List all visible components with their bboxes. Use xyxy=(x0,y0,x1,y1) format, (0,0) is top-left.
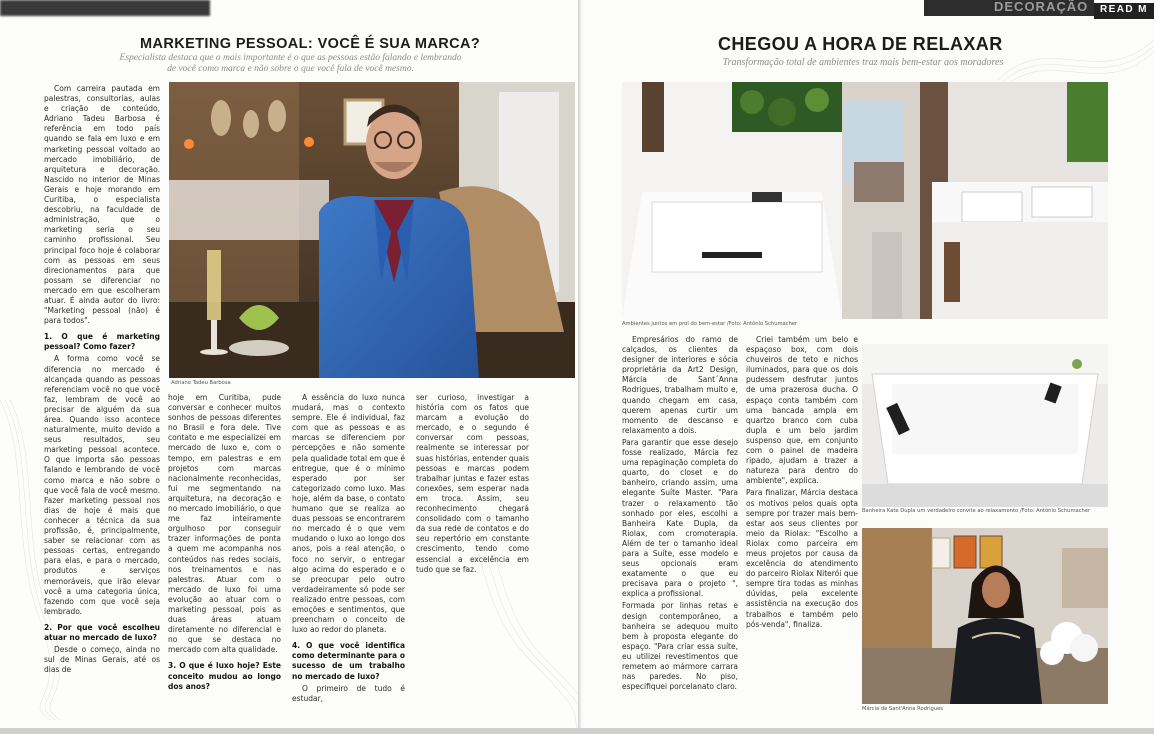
right-page xyxy=(578,0,1154,734)
bathtub-photo xyxy=(862,344,1108,507)
question-3: 3. O que é luxo hoje? Este conceito mudou ao longo dos anos? xyxy=(168,661,281,691)
answer-1: A forma como você se diferencia no mercado é alcançada quando as pessoas referenciam você no que você faz, lembram de você ao precisar de alguém da sua área. Quando isso acontece naturalmente, muito devido a seus resultados, seu marketing pessoal acontece. O que importa são pessoas falando e lembrando de você como marca e não sobre o que você fala de você mesmo. Fazer marketing pessoal nos dias de hoje é mais que conhecer a técnica da sua profissão, é, principalmente, saber se relacionar com as pessoas certas, entregando para elas, e para o mercado, produtos e serviços memoráveis, que irão elevar você a uma categoria única, fazendo com que você seja lembrado. xyxy=(44,354,160,616)
adriano-photo xyxy=(169,82,575,378)
question-2: 2. Por que você escolheu atuar no mercado de luxo? xyxy=(44,622,160,642)
left-column-2 xyxy=(168,393,281,694)
bathroom-photo xyxy=(622,82,1108,319)
answer-2-cont: hoje em Curitiba, pude conversar e conhecer muitos sonhos de pessoas diferentes no Brasil e fora dele. Tive contato e me especializei em mercado de luxo e, com o tempo, em palestras e em projetos com marcas nacionalmente reconhecidas, fui me segmentando na arquitetura, na decoração e no mercado imobiliário, o que me faz inteiramente orgulhoso por conseguir trazer informações de ponta a quem me acompanha nos conteúdos nas redes sociais, nos treinamentos e nas palestras. Atuar com o mercado de luxo foi uma evolução ao atuar com o marketing pessoal, pois as duas áreas atuam diretamente no diferencial e no que se destaca no mercado com alta qualidade. xyxy=(168,393,281,655)
marcia-photo-art xyxy=(862,528,1108,704)
question-4: 4. O que você identifica como determinante para o sucesso de um trabalho no mercado de luxo? xyxy=(292,641,405,681)
answer-2-start: Desde o começo, ainda no sul de Minas Gerais, até os dias de xyxy=(44,645,160,675)
read-more-link[interactable]: READ M xyxy=(1094,3,1154,19)
left-page-title: MARKETING PESSOAL: VOCÊ É SUA MARCA? xyxy=(140,36,481,52)
right-column-1 xyxy=(622,335,738,694)
answer-3: A essência do luxo nunca mudará, mas o contexto sempre. Ele é individual, faz com que as pessoas e as marcas se diferenciem por percepções e não somente pela qualidade total em que é entregue, que é o mínimo esperado por ser categorizado como luxo. Mas hoje, além da base, o contato humano que se realiza ao duas pessoas se encontrarem no mercado é o que vem mudando o luxo ao longo dos anos, pois a real atenção, o foco no servir, o entregar algo acima do esperado e o se preocupar pelo outro verdadeiramente só pode ser realizado entre pessoas, com emoções e sentimentos, que preencham o conceito de luxo ao redor do planeta. xyxy=(292,393,405,635)
right-paragraph-5: Para finalizar, Márcia destaca os motivos pelos quais opta sempre por trazer mais bem-estar aos seus clientes por meio da Riolax: "Escolho a Riolax como parceira em meus projetos por causa da excelência do atendimento do parceiro Riolax Niterói que sempre tira todas as minhas dúvidas, pela excelente assistência na execução dos trabalhos e também pelo pós-venda", finaliza. xyxy=(746,488,858,629)
top-blur-bar xyxy=(0,0,210,16)
right-column-2 xyxy=(746,335,858,632)
bathtub-caption: Banheira Kate Dupla um verdadeiro convite ao relaxamento /Foto: Antônio Schumacher xyxy=(862,508,1091,514)
right-paragraph-4: Criei também um belo e espaçoso box, com dois chuveiros de teto e nichos iluminados, para que os dois pudessem desfrutar juntos de uma prazerosa ducha. O espaço conta também com uma bancada ampla em quartzo branco com cuba dupla e um belo jardim suspenso que, em conjunto com o painel de madeira ripado, ajudam a trazer a natureza para dentro do ambiente", explica. xyxy=(746,335,858,486)
question-1: 1. O que é marketing pessoal? Como fazer? xyxy=(44,332,160,352)
left-column-1 xyxy=(44,84,160,677)
reader-scrollbar[interactable] xyxy=(0,728,1154,734)
page-gutter xyxy=(578,0,582,734)
marcia-photo xyxy=(862,528,1108,704)
left-column-4 xyxy=(416,393,529,577)
right-page-subtitle: Transformação total de ambientes traz mais bem-estar aos moradores xyxy=(722,57,1004,68)
left-photo-caption: Adriano Tadeu Barbosa xyxy=(171,380,231,386)
left-column-3 xyxy=(292,393,405,706)
right-paragraph-1: Empresários do ramo de calçados, os clientes da designer de interiores e sócia proprietária da Art2 Design, Márcia de Sant´Anna Rodrigues, trabalham muito e, quando chegam em casa, querem apenas curtir um momento de descanso e relaxamento a dois. xyxy=(622,335,738,435)
answer-4-start: O primeiro de tudo é estudar, xyxy=(292,683,405,703)
section-label: DECORAÇÃO xyxy=(924,0,1094,16)
bathroom-photo-caption: Ambientes juntos em prol do bem-estar /Foto: Antônio Schumacher xyxy=(622,321,798,327)
left-page-subtitle: Especialista destaca que o mais importante é o que as pessoas estão falando e lembrando de você como marca e não sobre o que você fala de você mesmo. xyxy=(119,53,462,74)
right-paragraph-3: Formada por linhas retas e design contemporâneo, a banheira se adequou muito bem à proposta elegante do espaço. "Para criar essa suíte, eu utilizei revestimentos que remetem ao mármore carrara nas paredes. No piso, especifiquei porcelanato claro. xyxy=(622,601,738,692)
bathtub-photo-art xyxy=(862,344,1108,507)
right-page-title: CHEGOU A HORA DE RELAXAR xyxy=(718,34,1003,54)
adriano-photo-art xyxy=(169,82,575,378)
bathroom-photo-art xyxy=(622,82,1108,319)
right-paragraph-2: Para garantir que esse desejo fosse realizado, Márcia fez uma repaginação completa do quarto, do closet e do banheiro, criando assim, uma elegante Suíte Master. "Para trazer o relaxamento tão sonhado por eles, escolhi a Banheira Kate Dupla, da Riolax, com cromoterapia. Além de ter o tamanho ideal para a Suíte, esse modelo e seus opcionais eram exatamente o que eu precisava para o projeto ", explica a profissional. xyxy=(622,437,738,599)
intro-paragraph: Com carreira pautada em palestras, consultorias, aulas e criação de conteúdo, Adriano Tadeu Barbosa é referência em todo país quando se fala em luxo e em marketing pessoal voltado ao mercado imobiliário, de arquitetura e decoração. Nascido no interior de Minas Gerais e hoje morando em Curitiba, o especialista descobriu, na faculdade de administração, que o marketing seria o seu caminho profissional. Seu principal foco hoje é colaborar com as pessoas em seus direcionamentos para que possam se diferenciar no mercado em que escolheram atuar. É ainda autor do livro: "Marketing pessoal (não) é para todos". xyxy=(44,84,160,326)
marcia-caption: Márcia de Sant'Anna Rodrigues xyxy=(862,706,943,712)
answer-4-cont: ser curioso, investigar a história com os fatos que marcam a evolução do mercado, e o segundo é conversar com pessoas, realmente se interessar por suas histórias, entender quais pessoas e marcas podem trabalhar juntas e fazer estas conexões, sem esperar nada em troca. Assim, seu reconhecimento chegará consolidado com o tamanho da sua rede de contatos e do seu repertório em constante crescimento, tendo como essencial a excelência em tudo que se faz. xyxy=(416,393,529,574)
